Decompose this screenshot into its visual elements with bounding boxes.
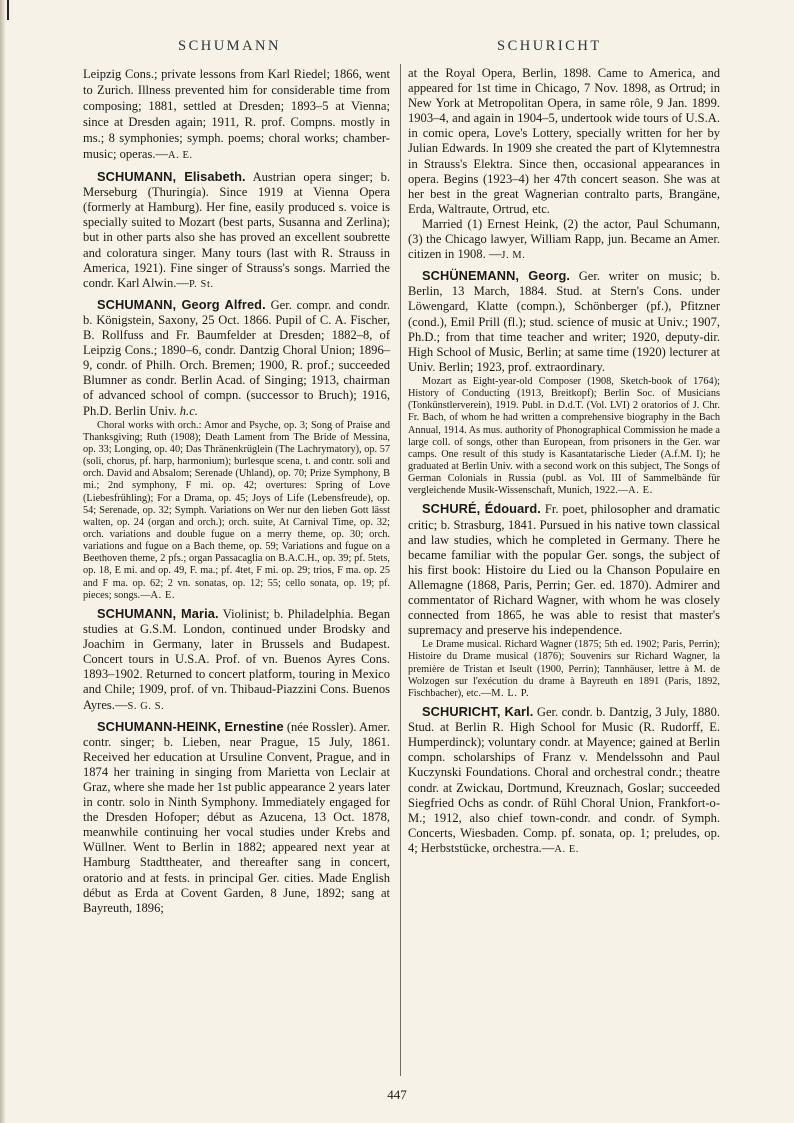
entry-honorary-mark: h.c. <box>179 403 198 418</box>
page-number: 447 <box>387 1087 407 1102</box>
contributor-signature: P. St. <box>188 278 214 290</box>
corner-mark <box>7 0 9 20</box>
entry-headword: SCHUMANN, Georg Alfred. <box>97 296 266 312</box>
entry-text: Ger. writer on music; b. Berlin, 13 March, 1884. Stud. at Stern's Cons. under Löwengard, Klatte (compn.), Schönberger (pf.), Pfitzner (cond.), Emil Prill (fl.); stud. science of music at Univ.; 1907, Ph.D.; from that time teacher and writer; 1920, deputy-dir. High School of Music, Berlin; at same time (1920) lecturer at Univ. Berlin; 1923, prof. extraordinary. <box>408 269 720 374</box>
left-column <box>83 66 390 916</box>
column-divider <box>400 64 401 1076</box>
entry-elisabeth-schumann <box>83 169 390 292</box>
contributor-signature: A. E. <box>150 589 176 601</box>
entry-maria-schumann <box>83 606 390 714</box>
works-text: Choral works with orch.: Amor and Psyche, op. 3; Song of Praise and Thanksgiving; Ruth (1908); Death Lament from The Bride of Messina, op. 33; Longing, op. 40; Das Thränenkrüglein (The Lachrymatory), op. 57 (soli, chorus, pf. harp, harmonium); burlesque scena, t. and contr. soli and orch. David and Absalom; Serenade (Uhland), op. 70; Prize Symphony, B mi.; 2nd symphony, F mi. op. 42; overtures: Spring of Love (Liebesfrühling); For a Drama, op. 45; Joys of Life (Lebensfreude), op. 54; Serenade, op. 32; Symph. Variations on Wer nur den lieben Gott lässt walten, op. 24 (organ and orch.); orch. suite, At Carnival Time, op. 32; orch. variations and double fugue on a merry theme, op. 30; orch. variations and fugue on a Bach theme, op. 59; Variations and fugue on a Beethoven theme, 2 pfs.; organ Passacaglia on B.A.C.H., op. 39; pf. 5tets, op. 18, E mi. and op. 49, F. ma.; pf. 4tet, F mi. op. 29; trios, F ma. op. 25 and F ma. op. 62; 2 vn. sonatas, op. 12; 55; cello sonata, op. 19; pf. pieces; songs.— <box>83 419 390 601</box>
entry-schumann-heink <box>83 719 390 916</box>
entry-text: Violinist; b. Philadelphia. Began studies at G.S.M. London, continued under Brodsky and Joachim in Germany, later in Brussels and Budapest. Concert tours in U.S.A. Prof. of vn. Buenos Ayres Cons. 1893–1902. Returned to concert platform, touring in Mexico and Chile; 1909, prof. of vn. Thibaud-Piazzini Cons. Buenos Ayres.— <box>83 606 391 712</box>
page-binding-shadow <box>0 0 6 1123</box>
contributor-signature: A. E. <box>628 485 653 497</box>
works-list <box>408 639 720 700</box>
entry-text: Austrian opera singer; b. Merseburg (Thuringia). Since 1919 at Vienna Opera (formerly at Hamburg). Her fine, easily produced s. voice is specially suited to Mozart (best parts, Susanna and Zerlina); but in other parts also she has proved an excellent soubrette and coloratura singer. Many tours (last with R. Strauss in America, 1921). Fine singer of Strauss's songs. Married the condr. Karl Alwin.— <box>83 170 390 290</box>
entry-headword: SCHÜNEMANN, Georg. <box>422 268 571 284</box>
entry-text: (née Rossler). Amer. contr. singer; b. Lieben, near Prague, 15 July, 1861. Received her education at Ursuline Convent, Prague, and in 1874 her training in singing from Marietta von Leclair at Graz, where she made her 1st public appearance 2 years later in contr. solo in Ninth Symphony. Immediately engaged for the Dresden Hofoper; début as Azucena, 13 Oct. 1878, meanwhile continuing her vocal studies under Krebs and Wüllner. Went to Berlin in 1882; appeared next year at Hamburg Stadttheater, and thereafter sang in concert, oratorio and at fests. in principal Ger. cities. Made English début as Erda at Covent Garden, 8 June, 1892; sang at Bayreuth, 1896; <box>83 719 390 915</box>
contributor-signature: M. L. P. <box>491 687 530 699</box>
entry-edouard-schure <box>408 501 720 638</box>
contributor-signature: A. E. <box>168 150 193 162</box>
works-list <box>408 376 720 498</box>
contributor-signature: A. E. <box>554 843 579 855</box>
contributor-signature: S. G. S. <box>127 700 165 712</box>
entry-continuation <box>83 66 390 164</box>
entry-text: Married (1) Ernest Heink, (2) the actor, Paul Schumann, (3) the Chicago lawyer, William Rapp, jun. Became an Amer. citizen in 1908. — <box>408 216 720 262</box>
works-text: Le Drame musical. Richard Wagner (1875; 5th ed. 1902; Paris, Perrin); Histoire du Drame musical (1876); Souvenirs sur Richard Wagner, la première de Tristan et Iseult (1900, Perrin); Tannhäuser, lettre à M. de Wolzogen sur l'exécution du drame à Bayreuth en 1891 (Paris, 1892, Fischbacher), etc.— <box>408 639 720 699</box>
entry-text: Fr. poet, philosopher and dramatic critic; b. Strasburg, 1841. Pursued in his native town classical and law studies, which he completed in Germany. There he became familiar with the popular Ger. songs, the subject of his first book: Histoire du Lied ou la Chanson Populaire en Allemagne (1868, Paris, Perrin; Ger. ed. 1870). Admirer and commentator of Richard Wagner, with whom he was closely connected from 1865, he was able to resist that master's supremacy and preserve his independence. <box>408 502 721 638</box>
running-head-right: SCHURICHT <box>497 38 602 54</box>
entry-headword: SCHUMANN-HEINK, Ernestine <box>97 718 284 734</box>
works-list <box>83 420 390 602</box>
works-text: Mozart as Eight-year-old Composer (1908, Sketch-book of 1764); History of Conducting (1913, Breitkopf); Berlin Soc. of Musicians (Tonkünstlerverein), 1919. Publ. in D.d.T. (Vol. LVI) 2 oratorios of J. Chr. Fr. Bach, of whom he had written a comprehensive biography in the Bach Annual, 1914. As mus. authority of Phonographical Commission he made a large coll. of songs, other than European, from prisoners in the Ger. war camps. One result of this study is Kasantatarische Lieder (A.f.M. I); he graduated at Berlin Univ. with a second work on this subject, The Songs of German Colonials in Russia (publ. as Vol. III of Sammelbände für vergleichende Musik-Wissenschaft, Munich, 1922.— <box>408 375 720 497</box>
entry-text: Leipzig Cons.; private lessons from Karl Riedel; 1866, went to Zurich. Illness prevented him for considerable time from composing; 1881, settled at Dresden; 1893–5 at Vienna; since at Dresden again; 1911, R. prof. Compns. mostly in ms.; 8 symphonies; symph. poems; choral works; chamber-music; operas.— <box>83 67 390 162</box>
running-head-left: SCHUMANN <box>178 38 281 54</box>
right-column <box>408 66 720 857</box>
entry-headword: SCHURÉ, Édouard. <box>422 501 541 517</box>
contributor-signature: J. M. <box>501 250 526 262</box>
entry-headword: SCHURICHT, Karl. <box>422 704 534 720</box>
entry-continuation: at the Royal Opera, Berlin, 1898. Came to America, and appeared for 1st time in Chicago, 7 Nov. 1898, as Ortrud; in New York at Metropolitan Opera, in same rôle, 9 Jan. 1899. 1903–4, and again in 1904–5, undertook wide tours of U.S.A. in comic opera, Love's Lottery, specially written for her by Julian Edwards. In 1909 she created the part of Klytemnestra in Strauss's Elektra. Since then, occasional appearances in opera. Begins (1923–4) her 47th concert season. She was at her best in the great Wagnerian contralto parts, Brangäne, Erda, Waltraute, Ortrud, etc. <box>408 66 720 216</box>
entry-paragraph <box>408 217 720 263</box>
entry-georg-schumann <box>83 297 390 419</box>
entry-headword: SCHUMANN, Elisabeth. <box>97 169 246 185</box>
entry-text: Ger. compr. and condr. b. Königstein, Saxony, 25 Oct. 1866. Pupil of C. A. Fischer, B. Rollfuss and Fr. Baumfelder at Dresden; 1882–8, of Leipzig Cons.; 1890–6, condr. Dantzig Choral Union; 1896–9, condr. of Philh. Orch. Bremen; 1900, R. prof.; succeeded Blumner as condr. Berlin Acad. of Singing; 1913, chairman of advanced school of compn. (successor to Bruch); 1916, Ph.D. Berlin Univ. <box>83 297 390 418</box>
entry-text: Ger. condr. b. Dantzig, 3 July, 1880. Stud. at Berlin R. High School for Music (R. Rudorff, E. Humperdinck); voluntary condr. at Mayence; gained at Berlin compn. scholarships of Franz v. Mendelssohn and Paul Kuczynski Foundations. Choral and orchestral condr.; theatre condr. at Zwickau, Dortmund, Kreuznach, Goslar; succeeded Siegfried Ochs as condr. of Rühl Choral Union, Frankfort-o-M.; 1912, also chief town-condr. and condr. of Symph. Concerts, Wiesbaden. Comp. pf. sonata, op. 1; preludes, op. 4; Herbststücke, orchestra.— <box>408 705 720 855</box>
entry-headword: SCHUMANN, Maria. <box>97 605 219 621</box>
entry-georg-schunemann <box>408 268 720 375</box>
entry-karl-schuricht <box>408 704 720 857</box>
